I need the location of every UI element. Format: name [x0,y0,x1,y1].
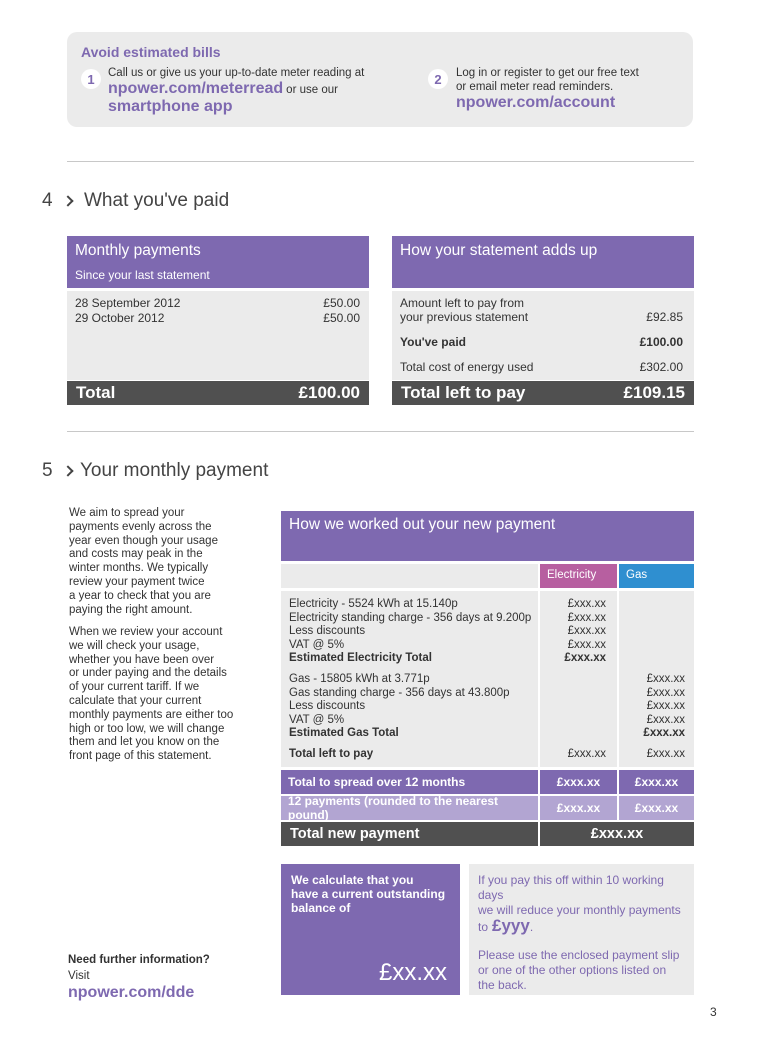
calc-line-label: VAT @ 5% [289,638,345,651]
section-4-heading [42,190,229,212]
calc-gas-value: £xxx.xx [646,673,685,685]
payment-row [75,311,360,325]
outstanding-text [291,873,445,915]
calc-gas-value: £xxx.xx [646,686,685,699]
meter-read-banner [67,32,693,127]
further-info-heading: Need further information? [68,954,210,966]
payment-date: 28 September 2012 [75,296,181,310]
intro-line: whether you have been over [69,653,215,666]
outstanding-balance-box [281,864,460,995]
calc-elec-value: £xxx.xx [564,652,606,665]
meterread-link[interactable]: npower.com/meterread [108,80,284,97]
calc-elec-value: £xxx.xx [567,625,606,638]
calc-line-label: Less discounts [289,625,366,638]
calc-gas-value: £xxx.xx [646,700,685,713]
previous-balance-label-2: your previous statement [400,310,529,324]
banner-item-2-text-2: or email meter read reminders. [456,81,614,93]
paid-value: £100.00 [639,335,683,349]
step-2-badge: 2 [428,69,448,89]
intro-paragraph-2 [69,626,259,764]
offer-instruction-line: the back. [478,978,527,992]
calc-line-label: Electricity standing charge - 356 days at 9.200p [289,611,532,624]
statement-total-value: £109.15 [623,383,685,402]
monthly-total-bar [67,381,369,405]
intro-line: a year to check that you are [69,589,211,602]
calc-line-label: Electricity - 5524 kWh at 15.140p [289,598,458,610]
intro-line: or under paying and the details [69,667,227,680]
calc-line-label: VAT @ 5% [289,713,345,726]
gas-values [619,673,685,741]
new-payment-label: Total new payment [281,822,538,846]
intro-line: and costs may peak in the [69,548,203,561]
energy-cost-value: £302.00 [639,360,683,374]
gas-lines [289,673,534,741]
further-info [68,953,210,1001]
smartphone-app-link[interactable]: smartphone app [108,98,233,115]
previous-balance-label-1: Amount left to pay from [400,296,525,310]
payment-calc-title: How we worked out your new payment [289,516,556,533]
chevron-right-icon [62,465,73,476]
calc-line-label: Gas standing charge - 356 days at 43.800p [289,686,510,699]
intro-line: high or too low, we will change [69,722,225,735]
paid-label: You've paid [400,335,466,349]
payment-date: 29 October 2012 [75,311,165,325]
intro-line: We aim to spread your [69,507,185,519]
payment-calc-header [281,511,694,561]
spread-row-label: Total to spread over 12 months [281,770,538,794]
offer-line: If you pay this off within 10 working days [478,873,664,902]
outstanding-line: have a current outstanding [291,887,446,901]
calc-line-label: Less discounts [289,700,366,713]
monthly-total-label: Total [76,383,116,402]
offer-suffix: . [529,920,534,934]
intro-paragraph-1 [69,507,259,617]
monthly-payments-title: Monthly payments [75,242,201,259]
divider-1 [67,161,694,162]
further-info-visit: Visit [68,970,90,982]
monthly-total-value: £100.00 [298,383,360,402]
step-1-badge: 1 [81,69,101,89]
total-left-elec: £xxx.xx [567,748,606,760]
monthly-payments-body [67,291,369,380]
paid-row [400,335,683,349]
new-payment-value: £xxx.xx [540,822,694,846]
intro-line: calculate that your current [69,694,202,707]
offer-instruction-line: Please use the enclosed payment slip [478,948,680,962]
spread-row-gas: £xxx.xx [619,770,694,794]
offer-prefix: to [478,920,489,934]
previous-balance-row [400,296,683,324]
calc-elec-value: £xxx.xx [567,638,606,651]
payments-row-elec: £xxx.xx [540,796,617,820]
intro-line: review your payment twice [69,575,205,588]
payments-row-gas: £xxx.xx [619,796,694,820]
banner-title: Avoid estimated bills [81,44,221,60]
column-header-spacer [281,564,538,588]
statement-title: How your statement adds up [400,242,598,259]
statement-header [392,236,694,288]
divider-2 [67,431,694,432]
outstanding-line: We calculate that you [291,873,414,887]
outstanding-amount: £xx.xx [378,959,447,986]
section-4-number: 4 [42,190,53,211]
calc-line-label: Estimated Electricity Total [289,652,432,665]
intro-line: them and let you know on the [69,736,220,749]
offer-box [469,864,694,995]
calc-line-label: Estimated Gas Total [289,727,399,740]
section-5-heading [42,460,268,482]
calc-gas-value: £xxx.xx [646,713,685,726]
offer-instruction-line: or one of the other options listed on [478,963,667,977]
energy-cost-label: Total cost of energy used [400,360,534,374]
section-4-title: What you've paid [84,190,230,211]
offer-line: we will reduce your monthly payments [478,903,681,917]
calc-line-label: Gas - 15805 kWh at 3.771p [289,673,430,685]
monthly-payments-subtitle: Since your last statement [75,268,210,282]
payments-row-label: 12 payments (rounded to the nearest pound) [281,796,538,820]
monthly-payments-header [67,236,369,288]
banner-item-1-text: Call us or give us your up-to-date meter reading at [108,67,365,79]
intro-line: When we review your account [69,626,223,638]
intro-line: year even though your usage [69,534,218,547]
intro-line: front page of this statement. [69,750,212,763]
intro-line: winter months. We typically [69,562,209,575]
banner-item-2-text-1: Log in or register to get our free text [456,67,639,79]
electricity-lines [289,598,534,666]
account-link[interactable]: npower.com/account [456,94,616,111]
section-5-title: Your monthly payment [80,460,269,481]
payment-row [75,296,360,310]
total-left-label: Total left to pay [289,748,374,760]
intro-line: we will check your usage, [69,639,200,652]
statement-body [392,291,694,380]
banner-item-1-text2: or use our [286,84,338,96]
section-5-number: 5 [42,460,53,481]
total-left-gas: £xxx.xx [646,748,685,760]
banner-item-2 [456,66,686,112]
calc-elec-value: £xxx.xx [567,598,606,610]
calc-gas-value: £xxx.xx [643,727,685,740]
gas-column-header: Gas [619,564,694,588]
chevron-right-icon [62,195,73,206]
electricity-column-header: Electricity [540,564,617,588]
page-number: 3 [710,1005,717,1019]
intro-line: paying the right amount. [69,603,193,616]
offer-amount-line [478,918,685,935]
intro-line: payments evenly across the [69,520,212,533]
energy-cost-row [400,360,683,374]
intro-line: of your current tariff. If we [69,681,200,694]
intro-line: monthly payments are either too [69,708,234,721]
calc-elec-value: £xxx.xx [567,611,606,624]
outstanding-line: balance of [291,901,351,915]
statement-total-bar [392,381,694,405]
spread-row-elec: £xxx.xx [540,770,617,794]
payment-amount: £50.00 [323,311,360,325]
banner-item-1 [108,66,408,116]
offer-amount: £yyy [492,916,530,935]
statement-total-label: Total left to pay [401,383,526,402]
payment-amount: £50.00 [323,296,360,310]
dde-link[interactable]: npower.com/dde [68,984,195,1001]
previous-balance-value: £92.85 [646,310,683,324]
electricity-values [540,598,606,666]
